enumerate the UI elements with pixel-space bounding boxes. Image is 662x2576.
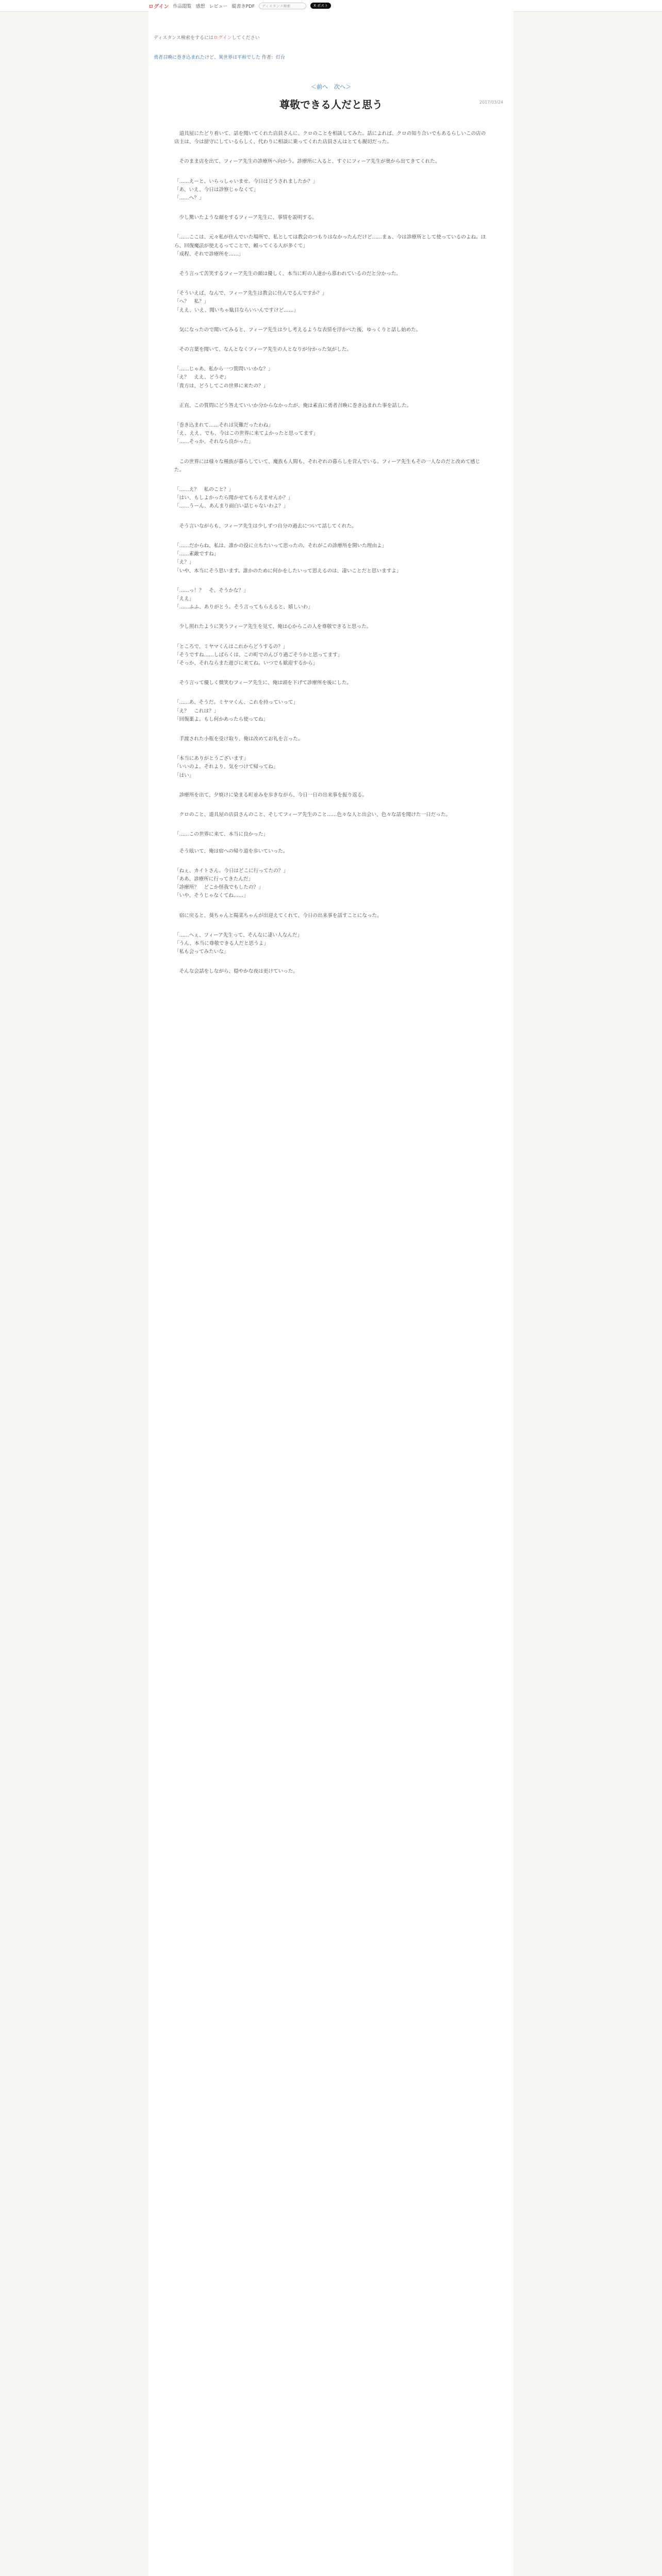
paragraph: 「そういえば、なんで、フィーア先生は教会に住んでるんですか？」 「へ？ 私？」 「ええ、いえ、聞いちゃ駄目ならいいんですけど……」 <box>174 291 327 313</box>
chapter-title: 尊敬できる人だと思う <box>279 98 383 111</box>
nav-pdf[interactable]: 縦書きPDF <box>231 4 255 9</box>
paragraph: 少し驚いたような顔をするフィーア先生に、事情を説明する。 <box>174 215 317 221</box>
top-navbar <box>0 0 662 12</box>
navbar-inner <box>148 0 331 11</box>
paragraph: 「……だからね、私は、誰かの役に立ちたいって思ったの。それがこの診療所を開いた理由よ」 「……素敵ですね」 「え？」 「いや、本当にそう思います。誰かのために何かをしたいって思えるのは、凄いことだと思いますよ」 <box>174 543 402 574</box>
novel-info <box>154 54 285 60</box>
next-link[interactable]: 次へ＞ <box>334 83 351 90</box>
nav-read[interactable]: 作品閲覧 <box>173 4 192 9</box>
pager-top <box>148 82 514 91</box>
paragraph: 気になったので聞いてみると、フィーア先生は少し考えるような表情を浮かべた後、ゆっくりと話し始めた。 <box>174 327 421 333</box>
paragraph: 正直、この質問にどう答えていいか分からなかったが、俺は素直に勇者召喚に巻き込まれた事を話した。 <box>174 402 412 409</box>
paragraph: 「……じゃあ、私から一つ質問いいかな？」 「え？ ええ、どうぞ」 「貴方は、どうしてこの世界に来たの？」 <box>174 366 273 389</box>
paragraph: 「……え？ 私のこと？」 「はい、もしよかったら聞かせてもらえませんか？」 「……うーん、あんまり面白い話じゃないわよ？」 <box>174 487 293 510</box>
login-link[interactable]: ログイン <box>148 4 169 10</box>
paragraph: 「……あ、そうだ。ミヤマくん、これを持っていって」 「え？ これは？」 「回復薬よ。もし何かあったら使ってね」 <box>174 700 299 722</box>
paragraph: 手渡された小瓶を受け取り、俺は改めてお礼を言った。 <box>174 736 303 742</box>
content-card <box>148 11 514 2576</box>
login-notice-prefix: ディスタンス検索をするには <box>154 36 214 41</box>
nav-review[interactable]: レビュー <box>209 4 228 9</box>
paragraph: そう言って苦笑するフィーア先生の顔は優しく、本当に町の人達から慕われているのだと分かった。 <box>174 271 401 277</box>
paragraph: 診療所を出て、夕焼けに染まる町並みを歩きながら、今日一日の出来事を振り返る。 <box>174 792 367 798</box>
chapter-body <box>174 130 488 988</box>
paragraph: 「……えーと、いらっしゃいませ。今日はどうされましたか？」 「あ、いえ、今日は診察じゃなくて」 「……へ？」 <box>174 178 318 201</box>
paragraph: 「……へぇ、フィーア先生って、そんなに凄い人なんだ」 「うん、本当に尊敬できる人だと思うよ」 「私も会ってみたいな」 <box>174 932 302 955</box>
paragraph: 「巻き込まれて……それは災難だったわね」 「え、ええ、でも、今はこの世界に来てよかったと思ってます」 「……そっか、それなら良かった」 <box>174 422 319 445</box>
login-notice <box>154 34 260 41</box>
paragraph: そんな会話をしながら、穏やかな夜は更けていった。 <box>174 969 298 975</box>
paragraph: 道具屋にたどり着いて、話を聞いてくれた店員さんに、クロのことを相談してみた。話によれば、クロの知り合いでもあるらしいこの店の店主は、今は留守にしているらしく、代わりに相談に乗ってくれた店員さんはとても親切だった。 <box>174 131 486 145</box>
x-post-button[interactable]: X ポスト <box>310 3 331 9</box>
paragraph: 宿に戻ると、葵ちゃんと陽菜ちゃんが出迎えてくれて、今日の出来事を話すことになった。 <box>174 912 382 919</box>
prev-link[interactable]: ＜前へ <box>311 83 328 90</box>
paragraph: そう言いながらも、フィーア先生は少しずつ自分の過去について話してくれた。 <box>174 523 357 529</box>
post-date: 2017/03/24 <box>479 100 503 105</box>
nav-impressions[interactable]: 感想 <box>195 4 205 9</box>
paragraph: クロのこと、道具屋の店員さんのこと、そしてフィーア先生のこと……色々な人と出会い、色々な話を聞けた一日だった。 <box>174 811 451 818</box>
login-notice-link[interactable]: ログイン <box>213 36 232 41</box>
paragraph: 「……ここは、元々私が住んでいた場所で、私としては教会のつもりはなかったんだけど……まぁ、今は診療所として使っているのよね。ほら、回復魔法が使えるってことで、頼ってくる人が多くて」 「成程、それで診療所を……」 <box>174 234 486 257</box>
author-link[interactable]: 灯台 <box>275 55 285 60</box>
search-input[interactable]: ディスタンス検索 <box>259 3 306 9</box>
paragraph: この世界には様々な種族が暮らしていて、魔族も人間も、それぞれの暮らしを営んでいる。フィーア先生もその一人なのだと改めて感じた。 <box>174 459 481 473</box>
author-label: 作者： <box>261 55 276 60</box>
paragraph: 「本当にありがとうございます」 「いいのよ。それより、気をつけて帰ってね」 「はい」 <box>174 756 278 778</box>
paragraph: 「……っ！？ そ、そうかな？」 「ええ」 「……ふふ、ありがとう。そう言ってもらえると、嬉しいわ」 <box>174 587 313 611</box>
paragraph: 少し照れたように笑うフィーア先生を見て、俺は心からこの人を尊敬できると思った。 <box>174 624 372 630</box>
paragraph: 「……この世界に来て、本当に良かった」 そう呟いて、俺は宿への帰り道を歩いていった。 <box>174 832 288 854</box>
paragraph: そう言って優しく微笑むフィーア先生に、俺は頭を下げて診療所を後にした。 <box>174 680 352 686</box>
novel-title-link[interactable]: 勇者召喚に巻き込まれたけど、異世界は平和でした <box>154 55 261 60</box>
paragraph: 「ねぇ、カイトさん。今日はどこに行ってたの？」 「ああ、診療所に行ってきたんだ」 「診療所？ どこか怪我でもしたの？」 「いや、そうじゃなくてね……」 <box>174 868 288 899</box>
login-notice-suffix: してください <box>231 36 260 41</box>
paragraph: そのまま店を出て、フィーア先生の診療所へ向かう。診療所に入ると、すぐにフィーア先生が奥から出てきてくれた。 <box>174 159 440 165</box>
paragraph: 「ところで、ミヤマくんはこれからどうするの？」 「そうですね……しばらくは、この町でのんびり過ごそうかと思ってます」 「そっか、それならまた遊びに来てね。いつでも歓迎するから」 <box>174 643 343 666</box>
paragraph: その言葉を聞いて、なんとなくフィーア先生の人となりが分かった気がした。 <box>174 347 352 353</box>
